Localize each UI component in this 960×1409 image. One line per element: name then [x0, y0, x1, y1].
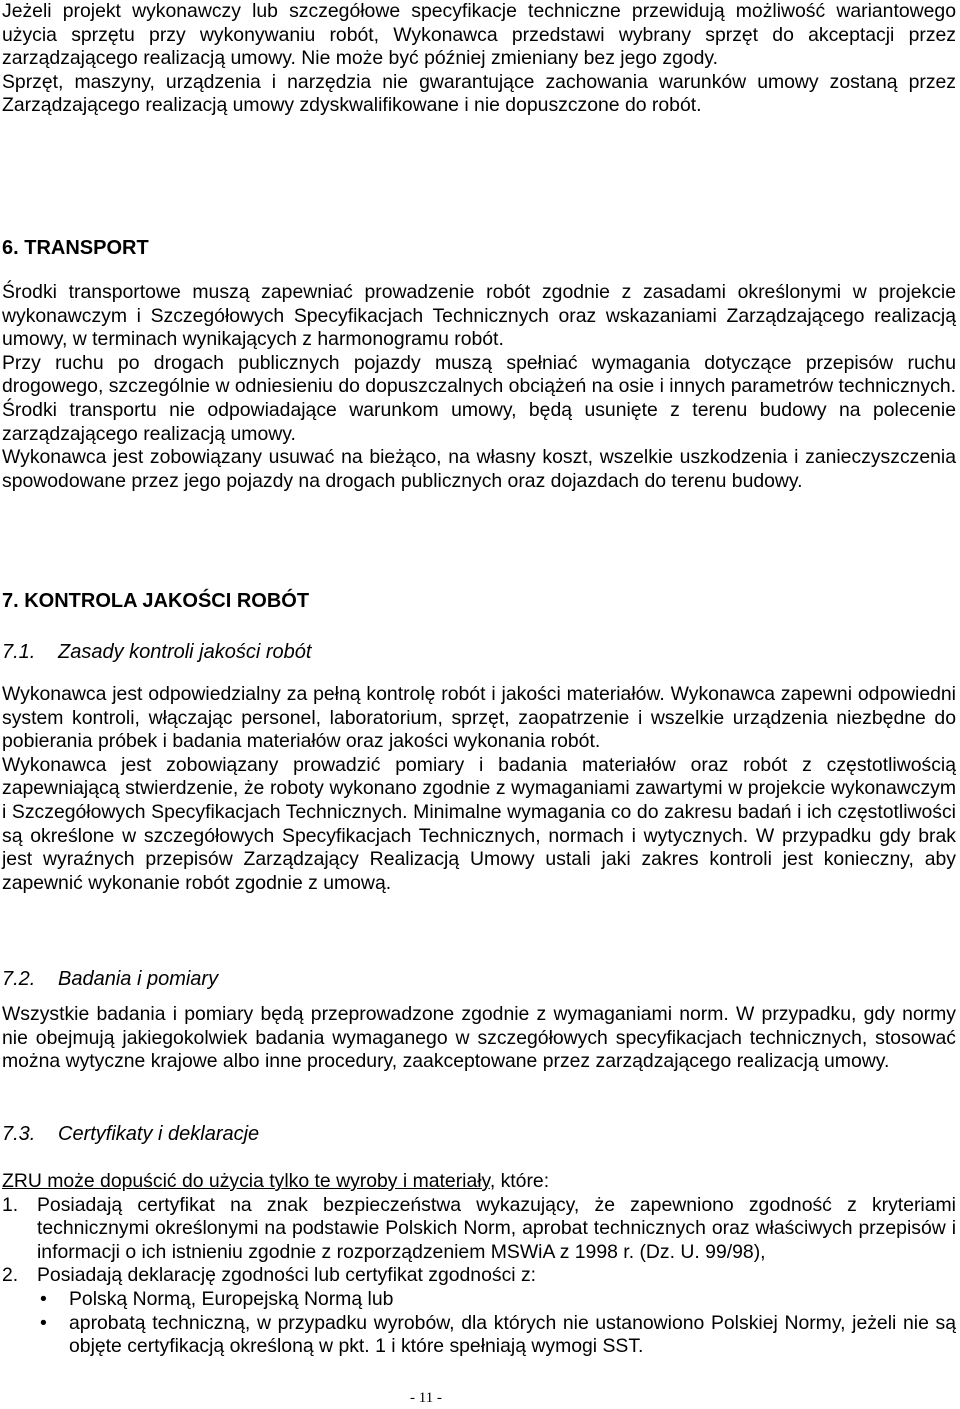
subsection-7-1-heading — [2, 640, 311, 664]
subsection-7-2-number: 7.2. — [2, 968, 36, 990]
numbered-list-item-1 — [2, 1194, 956, 1265]
subsection-7-3-body — [2, 1170, 956, 1359]
certificates-intro-rest: , które: — [489, 1170, 550, 1192]
numbered-list-item-2 — [2, 1264, 956, 1288]
certificates-intro — [2, 1170, 956, 1194]
measurements-paragraph: Wszystkie badania i pomiary będą przeprowadzone zgodnie z wymaganiami norm. W przypadku, gdy normy nie obejmują jakiegokolwiek badania wymaganego w szczegółowych specyfikacjach technicznych, stosować można wytyczne krajowe albo inne procedury, zaakceptowane przez zarządzającego realizacją umowy. — [2, 1003, 956, 1073]
section-6-heading: 6. TRANSPORT — [2, 237, 149, 259]
certificates-intro-underlined: ZRU może dopuścić do użycia tylko te wyroby i materiały — [2, 1170, 490, 1192]
transport-paragraph-1: Środki transportowe muszą zapewniać prowadzenie robót zgodnie z zasadami określonymi w projekcie wykonawczym i Szczegółowych Specyfikacjach Technicznych oraz wskazaniami Zarządzającego realizacją umowy, w terminach wynikających z harmonogramu robót. — [2, 281, 956, 351]
subsection-7-2-body — [2, 1003, 956, 1074]
list-marker-2: 2. — [2, 1264, 19, 1287]
list-item-1-text: Posiadają certyfikat na znak bezpieczeństwa wykazujący, że zapewniono zgodność z kryteriami technicznymi określonymi na podstawie Polskich Norm, aprobat technicznych oraz właściwych przepisów i informacji o ich istnieniu zgodnie z rozporządzeniem MSWiA z 1998 r. (Dz. U. 99/98), — [37, 1193, 956, 1263]
transport-paragraph-2: Przy ruchu po drogach publicznych pojazdy muszą spełniać wymagania dotyczące przepisów ruchu drogowego, szczególnie w odniesieniu do dopuszczalnych obciążeń na osie i innych parametrów technicznych. Środki transportu nie odpowiadające warunkom umowy, będą usunięte z terenu budowy na polecenie zarządzającego realizacją umowy. — [2, 351, 956, 445]
subsection-7-1-title: Zasady kontroli jakości robót — [58, 641, 312, 663]
bullet-marker-2: • — [40, 1311, 47, 1334]
subsection-7-3-title: Certyfikaty i deklaracje — [58, 1123, 260, 1145]
subsection-7-1-number: 7.1. — [2, 641, 36, 663]
subsection-7-2-title: Badania i pomiary — [58, 968, 219, 990]
intro-section — [2, 0, 956, 118]
section-7-heading: 7. KONTROLA JAKOŚCI ROBÓT — [2, 590, 310, 612]
bullet-list-item-2 — [2, 1312, 956, 1359]
subsection-7-2-heading — [2, 967, 218, 991]
quality-paragraph-1: Wykonawca jest odpowiedzialny za pełną kontrolę robót i jakości materiałów. Wykonawca zapewni odpowiedni system kontroli, włączając personel, laboratorium, sprzęt, zaopatrzenie i wszelkie urządzenia niezbędne do pobierania próbek i badania materiałów oraz jakości wykonania robót. — [2, 683, 956, 753]
list-marker-1: 1. — [2, 1193, 19, 1216]
transport-paragraph-3: Wykonawca jest zobowiązany usuwać na bieżąco, na własny koszt, wszelkie uszkodzenia i zanieczyszczenia spowodowane przez jego pojazdy na drogach publicznych oraz dojazdach do terenu budowy. — [2, 446, 956, 492]
section-6-body — [2, 281, 956, 493]
bullet-list-item-1 — [2, 1288, 956, 1312]
subsection-7-3-number: 7.3. — [2, 1123, 36, 1145]
bullet-item-1-text: Polską Normą, Europejską Normą lub — [69, 1287, 394, 1310]
subsection-7-3-heading — [2, 1122, 259, 1146]
bullet-item-2-text: aprobatą techniczną, w przypadku wyrobów, dla których nie ustanowiono Polskiej Normy, jeżeli nie są objęte certyfikacją określoną w pkt. 1 i które spełniają wymogi SST. — [69, 1311, 956, 1358]
intro-paragraph-2: Sprzęt, maszyny, urządzenia i narzędzia nie gwarantujące zachowania warunków umowy zostaną przez Zarządzającego realizacją umowy zdyskwalifikowane i nie dopuszczone do robót. — [2, 70, 956, 117]
page-number: - 11 - — [410, 1390, 442, 1406]
subsection-7-1-body — [2, 683, 956, 895]
intro-paragraph-1: Jeżeli projekt wykonawczy lub szczegółowe specyfikacje techniczne przewidują możliwość wariantowego użycia sprzętu przy wykonywaniu robót, Wykonawca przedstawi wybrany sprzęt do akceptacji przez zarządzającego realizacją umowy. Nie może być później zmieniany bez jego zgody. — [2, 0, 956, 70]
list-item-2-text: Posiadają deklarację zgodności lub certyfikat zgodności z: — [37, 1264, 537, 1287]
quality-paragraph-2: Wykonawca jest zobowiązany prowadzić pomiary i badania materiałów oraz robót z częstotliwością zapewniającą stwierdzenie, że roboty wykonano zgodnie z wymaganiami zawartymi w projekcie wykonawczym i Szczegółowych Specyfikacjach Technicznych. Minimalne wymagania co do zakresu badań i ich częstotliwości są określone w szczegółowych Specyfikacjach Technicznych, normach i wytycznych. W przypadku gdy brak jest wyraźnych przepisów Zarządzający Realizacją Umowy ustali jaki zakres kontroli jest konieczny, aby zapewnić wykonanie robót zgodnie z umową. — [2, 753, 956, 894]
bullet-marker-1: • — [40, 1287, 47, 1310]
